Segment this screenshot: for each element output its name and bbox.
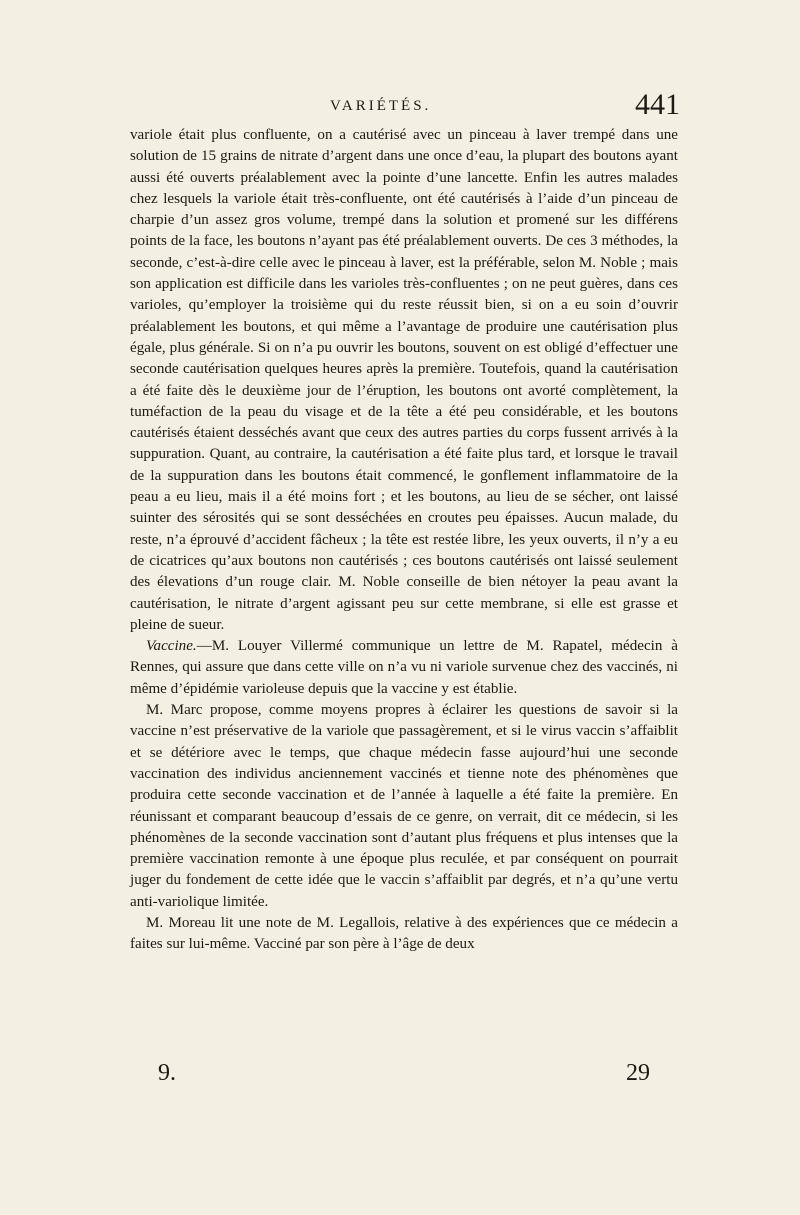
body-text: [130, 125, 678, 956]
page-footer: [130, 1060, 680, 1096]
paragraph-vaccine-text: —M. Louyer Villermé communique un lettre de M. Rapatel, médecin à Rennes, qui assure que dans cette ville on n’a vu ni variole survenue chez des vaccinés, ni même d’épidémie varioleuse depuis que la vaccine y est établie.: [130, 638, 678, 697]
section-lead-vaccine: Vaccine.: [146, 638, 197, 655]
running-title: VARIÉTÉS.: [330, 98, 432, 114]
page-header: [120, 88, 680, 128]
paragraph-moreau: M. Moreau lit une note de M. Legallois, relative à des expériences que ce médecin a faites sur lui-même. Vacciné par son père à l’âge de deux: [130, 914, 678, 953]
folio-number: 29: [626, 1060, 650, 1086]
paragraph-marc: M. Marc propose, comme moyens propres à éclairer les questions de savoir si la vaccine n’est préservative de la variole que passagèrement, et si le virus vaccin s’affaiblit et se détériore avec le temps, que chaque médecin fasse aujourd’hui une seconde vaccination des individus anciennement vaccinés et tienne note des phénomènes que produira cette seconde vaccination et de l’année à laquelle a été faite la première. En réunissant et comparant beaucoup d’essais de ce genre, on verrait, dit ce médecin, si les phénomènes de la seconde vaccination sont d’autant plus fréquens et plus intenses que la première vaccination remonte à une époque plus reculée, et par conséquent on pourrait juger du fondement de cette idée que le vaccin s’affaiblit par degrés, et n’a qu’une vertu anti-variolique limitée.: [130, 702, 678, 910]
page-number: 441: [635, 88, 680, 121]
paragraph-vaccine: [130, 636, 678, 700]
paragraph-cauterisation: variole était plus confluente, on a cautérisé avec un pinceau à laver trempé dans une solution de 15 grains de nitrate d’argent dans une once d’eau, la plupart des boutons ayant aussi été ouverts préalablement avec la pointe d’une lancette. Enfin les autres malades chez lesquels la variole était très-confluente, ont été cautérisés à l’aide d’un pinceau de charpie d’un assez gros volume, trempé dans la solution et promené sur les différens points de la face, les boutons n’ayant pas été préalablement ouverts. De ces 3 méthodes, la seconde, c’est-à-dire celle avec le pinceau à laver, est la préférable, selon M. Noble ; mais son application est difficile dans les varioles très-confluentes ; on ne peut guères, dans ces varioles, qu’employer la troisième qui du reste réussit bien, si on a eu soin d’ouvrir préalablement les boutons, et qui même a l’avantage de produire une cautérisation plus égale, plus générale. Si on n’a pu ouvrir les boutons, souvent on est obligé d’effectuer une seconde cautérisation quelques heures après la première. Toutefois, quand la cautérisation a été faite dès le deuxième jour de l’éruption, les boutons ont avorté complètement, la tuméfaction de la peau du visage et de la tête a été peu considérable, et les boutons cautérisés étaient desséchés avant que ceux des autres parties du corps fussent arrivés à la suppuration. Quant, au contraire, la cautérisation a été faite plus tard, et lorsque le travail de la suppuration dans les boutons était commencé, le gonflement inflammatoire de la peau a eu lieu, mais il a été moins fort ; et les boutons, au lieu de se sécher, ont laissé suinter des sérosités qui se sont desséchées en croutes peu épaisses. Aucun malade, du reste, n’a éprouvé d’accident fâcheux ; la tête est restée libre, les yeux ouverts, il n’y a eu de cicatrices qu’aux boutons non cautérisés ; ces boutons cautérisés ont laissé seulement des élevations d’un rouge clair. M. Noble conseille de bien nétoyer la peau avant la cautérisation, le nitrate d’argent agissant peu sur cette membrane, si elle est grasse et pleine de sueur.: [130, 127, 678, 633]
signature-mark: 9.: [158, 1060, 176, 1086]
